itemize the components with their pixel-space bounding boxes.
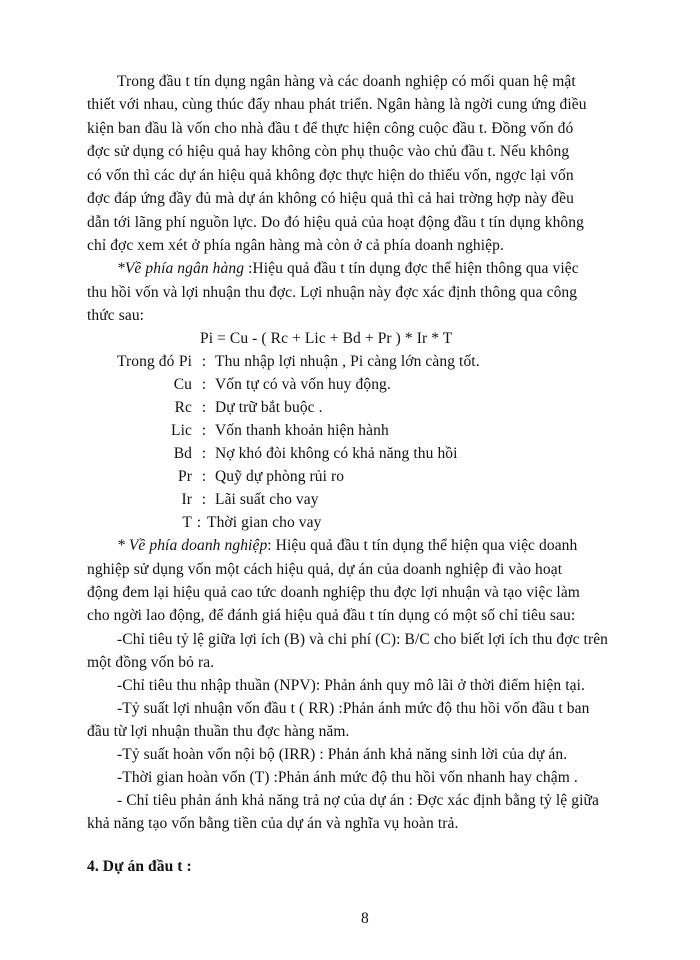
- definition-colon: :: [201, 491, 207, 508]
- definition-symbol: Pi: [178, 353, 192, 370]
- definition-colon: :: [196, 514, 202, 531]
- definition-symbol: Cu: [173, 376, 192, 393]
- criteria-line: -Tỷ suất hoàn vốn nội bộ (IRR) : Phản ánh khả năng sinh lời của dự án.: [117, 746, 568, 763]
- definition-colon: :: [201, 353, 207, 370]
- intro-line: có vốn thì các dự án hiệu quả không đợc thực hiện do thiếu vốn, ngợc lại vốn: [87, 167, 574, 184]
- definition-text: Lãi suất cho vay: [215, 491, 319, 508]
- business-label: * Về phía doanh nghiệp: [117, 537, 268, 554]
- definition-text: Vốn tự có và vốn huy động.: [215, 376, 391, 393]
- criteria-line: đầu từ lợi nhuận thuần thu đợc hàng năm.: [87, 723, 350, 740]
- business-paragraph-line: động đem lại hiệu quả cao tức doanh nghiệp thu đợc lợi nhuận và tạo việc làm: [87, 584, 580, 601]
- business-paragraph-line: [117, 537, 577, 555]
- bank-paragraph-line: thức sau:: [87, 307, 145, 324]
- intro-line: đợc sử dụng có hiệu quả hay không còn phụ thuộc vào chủ đầu t. Nếu không: [87, 143, 570, 160]
- intro-line: thiết với nhau, cùng thúc đẩy nhau phát triển. Ngân hàng là ngời cung ứng điều: [87, 96, 587, 113]
- definition-colon: :: [201, 445, 207, 462]
- definition-text: Quỹ dự phòng rủi ro: [215, 468, 345, 485]
- intro-line: Trong đầu t tín dụng ngân hàng và các doanh nghiệp có mối quan hệ mật: [117, 73, 576, 90]
- intro-line: dẫn tới lãng phí nguồn lực. Do đó hiệu quả của hoạt động đầu t tín dụng không: [87, 214, 584, 231]
- definition-colon: :: [201, 422, 207, 439]
- definition-text: Thu nhập lợi nhuận , Pi càng lớn càng tốt.: [215, 353, 480, 370]
- criteria-line: một đồng vốn bỏ ra.: [87, 654, 215, 671]
- definitions-prefix: Trong đó: [117, 353, 175, 370]
- criteria-line: -Chỉ tiêu thu nhập thuần (NPV): Phản ánh quy mô lãi ở thời điểm hiện tại.: [117, 677, 585, 694]
- bank-line-text: :Hiệu quả đầu t tín dụng đợc thể hiện thông qua việc: [244, 260, 579, 277]
- definition-text: Vốn thanh khoản hiện hành: [215, 422, 389, 439]
- intro-line: đợc đáp ứng đầy đủ mà dự án không có hiệu quả thì cả hai trờng hợp này đều: [87, 190, 574, 207]
- bank-label: *Về phía ngân hàng: [117, 260, 245, 277]
- criteria-line: -Thời gian hoàn vốn (T) :Phản ánh mức độ thu hồi vốn nhanh hay chậm .: [117, 769, 578, 786]
- definition-symbol: Bd: [173, 445, 192, 462]
- definition-colon: :: [201, 399, 207, 416]
- bank-paragraph-line: thu hồi vốn và lợi nhuận thu đợc. Lợi nhuận này đợc xác định thông qua công: [87, 284, 578, 301]
- definition-text: Nợ khó đòi không có khả năng thu hồi: [215, 445, 458, 462]
- page-number: 8: [361, 910, 369, 927]
- criteria-line: khả năng tạo vốn bằng tiền của dự án và nghĩa vụ hoàn trả.: [87, 815, 459, 832]
- profit-formula: Pi = Cu - ( Rc + Lic + Bd + Pr ) * Ir * T: [200, 330, 453, 347]
- bank-paragraph-line: [117, 260, 579, 278]
- business-line-text: : Hiệu quả đầu t tín dụng thể hiện qua việc doanh: [267, 537, 578, 554]
- definition-symbol: Rc: [174, 399, 192, 416]
- intro-line: kiện ban đầu là vốn cho nhà đầu t để thực hiện công cuộc đầu t. Đồng vốn đó: [87, 120, 574, 137]
- definition-text: Dự trữ bắt buộc .: [215, 399, 323, 416]
- definition-colon: :: [201, 376, 207, 393]
- business-paragraph-line: nghiệp sử dụng vốn một cách hiệu quả, dự án của doanh nghiệp đi vào hoạt: [87, 561, 563, 578]
- business-paragraph-line: cho ngời lao động, để đánh giá hiệu quả đầu t tín dụng có một số chỉ tiêu sau:: [87, 607, 576, 624]
- definition-symbol: Lic: [171, 422, 192, 439]
- intro-line: chỉ đợc xem xét ở phía ngân hàng mà còn ở cả phía doanh nghiệp.: [87, 237, 504, 254]
- definition-text: Thời gian cho vay: [207, 514, 322, 531]
- definition-symbol: T: [182, 514, 192, 531]
- criteria-line: - Chỉ tiêu phản ánh khả năng trả nợ của dự án : Đợc xác định bằng tỷ lệ giữa: [117, 792, 599, 809]
- definition-colon: :: [201, 468, 207, 485]
- definition-symbol: Ir: [181, 491, 192, 508]
- definition-symbol: Pr: [178, 468, 192, 485]
- criteria-line: -Chỉ tiêu tỷ lệ giữa lợi ích (B) và chi phí (C): B/C cho biết lợi ích thu đợc trên: [117, 631, 609, 648]
- section-heading: 4. Dự án đầu t :: [87, 858, 192, 875]
- criteria-line: -Tỷ suất lợi nhuận vốn đầu t ( RR) :Phản ánh mức độ thu hồi vốn đầu t ban: [117, 700, 590, 717]
